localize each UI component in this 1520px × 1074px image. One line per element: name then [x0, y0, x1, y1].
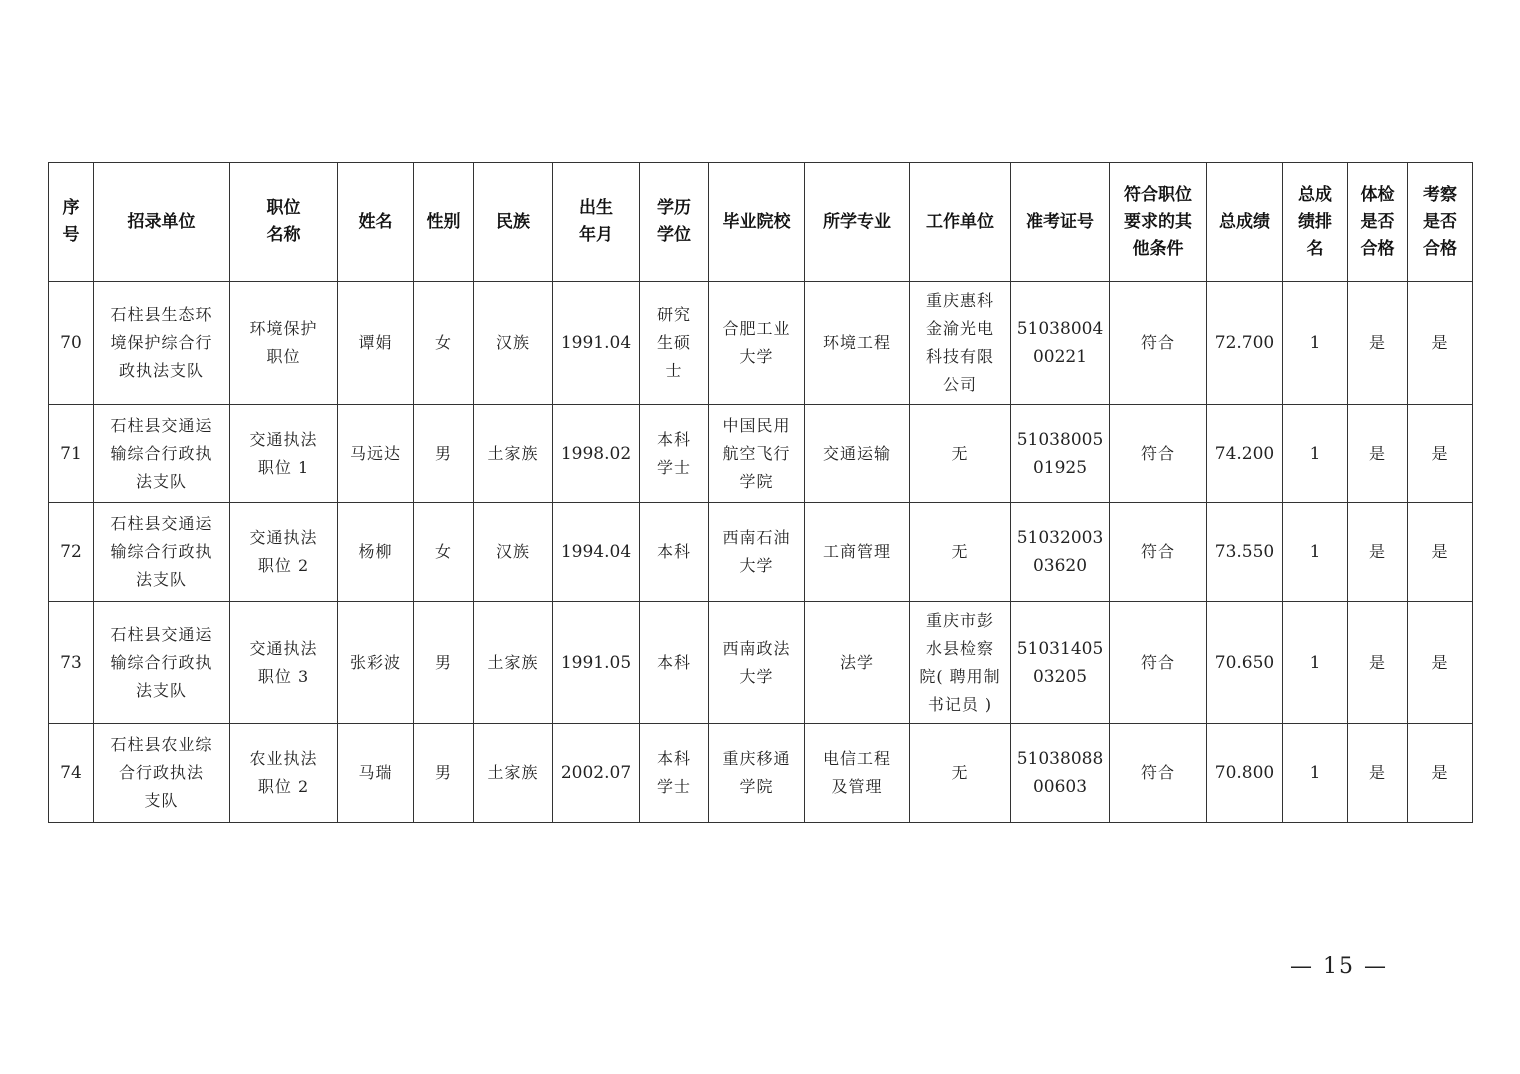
table-cell — [230, 282, 338, 405]
table-cell — [1110, 405, 1207, 503]
cell-text: 是 — [1431, 443, 1449, 463]
table-cell — [910, 405, 1011, 503]
table-cell — [474, 724, 553, 823]
cell-text: 交通执法 职位 3 — [249, 638, 318, 686]
cell-text: 中国民用 航空飞行 学院 — [722, 415, 791, 491]
header-cell: 总成 绩排 名 — [1283, 163, 1348, 282]
cell-text: 无 — [951, 542, 969, 561]
cell-text: 土家族 — [487, 652, 539, 672]
cell-text: 1991.05 — [560, 652, 632, 673]
cell-text: 是 — [1368, 652, 1386, 672]
cell-text: 本科 — [656, 652, 691, 672]
cell-text: 男 — [434, 652, 452, 672]
cell-text: 合肥工业 大学 — [722, 319, 791, 366]
cell-text: 石柱县交通运 输综合行政执 法支队 — [110, 415, 213, 491]
table-cell — [1348, 282, 1408, 405]
table-cell — [49, 602, 94, 724]
table-cell — [1110, 724, 1207, 823]
header-cell: 招录单位 — [94, 163, 230, 282]
cell-text: 51038088 00603 — [1016, 749, 1104, 797]
table-cell — [1207, 724, 1283, 823]
table-cell — [230, 724, 338, 823]
table-cell — [1011, 503, 1110, 602]
cell-text: 是 — [1431, 333, 1449, 352]
cell-text: 男 — [434, 763, 452, 782]
cell-text: 西南石油 大学 — [722, 528, 791, 575]
cell-text: 70.650 — [1214, 652, 1275, 673]
cell-text: 71 — [60, 443, 82, 464]
table-cell — [1348, 405, 1408, 503]
table-cell — [1011, 405, 1110, 503]
table-cell — [94, 282, 230, 405]
table-cell — [414, 405, 474, 503]
header-cell: 工作单位 — [910, 163, 1011, 282]
cell-text: 73 — [60, 652, 82, 673]
table-cell — [1408, 724, 1473, 823]
cell-text: 西南政法 大学 — [722, 638, 791, 686]
table-header-row — [49, 163, 1473, 282]
table-cell — [1110, 503, 1207, 602]
cell-text: 无 — [951, 763, 969, 782]
table-cell — [640, 405, 709, 503]
cell-text: 石柱县交通运 输综合行政执 法支队 — [110, 514, 213, 589]
header-cell: 总成绩 — [1207, 163, 1283, 282]
table-cell — [640, 724, 709, 823]
header-cell: 民族 — [474, 163, 553, 282]
table-row — [49, 405, 1473, 503]
table-cell — [805, 503, 910, 602]
header-cell: 体检 是否 合格 — [1348, 163, 1408, 282]
cell-text: 环境工程 — [822, 333, 891, 352]
cell-text: 是 — [1368, 443, 1386, 463]
header-cell: 姓名 — [338, 163, 414, 282]
cell-text: 马瑞 — [358, 763, 393, 782]
table-cell — [1110, 602, 1207, 724]
cell-text: 交通运输 — [822, 443, 891, 463]
cell-text: 法学 — [839, 652, 874, 672]
cell-text: 51038005 01925 — [1016, 429, 1104, 478]
table-cell — [1207, 503, 1283, 602]
cell-text: 石柱县交通运 输综合行政执 法支队 — [110, 624, 213, 700]
table-cell — [1011, 282, 1110, 405]
header-cell: 毕业院校 — [709, 163, 805, 282]
cell-text: 符合 — [1140, 443, 1175, 463]
table-cell — [1283, 503, 1348, 602]
header-cell: 性别 — [414, 163, 474, 282]
table-cell — [414, 282, 474, 405]
table-cell — [709, 724, 805, 823]
cell-text: 农业执法 职位 2 — [249, 749, 318, 796]
cell-text: 是 — [1431, 652, 1449, 672]
table-cell — [1348, 602, 1408, 724]
cell-text: 是 — [1431, 542, 1449, 561]
cell-text: 汉族 — [495, 333, 530, 352]
cell-text: 工商管理 — [822, 542, 891, 561]
cell-text: 符合 — [1140, 333, 1175, 352]
cell-text: 是 — [1368, 333, 1386, 352]
cell-text: 交通执法 职位 1 — [249, 429, 318, 477]
cell-text: 1994.04 — [560, 542, 632, 562]
table-cell — [1283, 724, 1348, 823]
cell-text: 74 — [60, 763, 82, 783]
cell-text: 1 — [1309, 542, 1321, 562]
cell-text: 研究 生硕 士 — [656, 305, 691, 380]
table-cell — [414, 602, 474, 724]
table-cell — [1207, 282, 1283, 405]
table-cell — [474, 602, 553, 724]
header-cell: 准考证号 — [1011, 163, 1110, 282]
cell-text: 51031405 03205 — [1016, 638, 1104, 687]
cell-text: 杨柳 — [358, 542, 393, 561]
table-cell — [49, 503, 94, 602]
table-cell — [338, 282, 414, 405]
table-row — [49, 282, 1473, 405]
table-cell — [553, 282, 640, 405]
table-cell — [553, 602, 640, 724]
header-cell: 序 号 — [49, 163, 94, 282]
cell-text: 1 — [1309, 333, 1321, 353]
table-cell — [1408, 282, 1473, 405]
table-cell — [94, 405, 230, 503]
cell-text: 重庆移通 学院 — [722, 749, 791, 796]
header-cell: 出生 年月 — [553, 163, 640, 282]
cell-text: 石柱县生态环 境保护综合行 政执法支队 — [110, 305, 213, 380]
table-cell — [474, 405, 553, 503]
table-cell — [640, 282, 709, 405]
table-cell — [1110, 282, 1207, 405]
cell-text: 51038004 00221 — [1016, 319, 1104, 367]
cell-text: 72 — [60, 542, 82, 562]
cell-text: 1998.02 — [560, 443, 632, 464]
table-row — [49, 602, 1473, 724]
cell-text: 环境保护 职位 — [249, 319, 318, 366]
table-cell — [805, 602, 910, 724]
table-cell — [1011, 602, 1110, 724]
cell-text: 交通执法 职位 2 — [249, 528, 318, 575]
table-cell — [1283, 602, 1348, 724]
table-cell — [709, 405, 805, 503]
cell-text: 土家族 — [487, 443, 539, 463]
cell-text: 无 — [951, 443, 969, 463]
table-cell — [1207, 602, 1283, 724]
table-cell — [94, 602, 230, 724]
cell-text: 本科 学士 — [656, 429, 691, 477]
cell-text: 73.550 — [1214, 542, 1275, 562]
cell-text: 72.700 — [1214, 333, 1275, 353]
table-cell — [805, 724, 910, 823]
cell-text: 1 — [1309, 763, 1321, 783]
cell-text: 2002.07 — [560, 763, 632, 783]
page-number: — 15 — — [1290, 954, 1388, 979]
cell-text: 是 — [1368, 542, 1386, 561]
table-cell — [640, 503, 709, 602]
table-cell — [553, 503, 640, 602]
cell-text: 1 — [1309, 443, 1321, 464]
cell-text: 女 — [434, 333, 452, 352]
cell-text: 本科 — [656, 542, 691, 561]
table-cell — [338, 602, 414, 724]
table-cell — [1408, 405, 1473, 503]
table-row — [49, 503, 1473, 602]
table-cell — [1011, 724, 1110, 823]
table-cell — [49, 405, 94, 503]
table-cell — [474, 282, 553, 405]
cell-text: 汉族 — [495, 542, 530, 561]
table-cell — [805, 282, 910, 405]
cell-text: 1991.04 — [560, 333, 632, 353]
header-cell: 考察 是否 合格 — [1408, 163, 1473, 282]
table-cell — [1408, 602, 1473, 724]
table-cell — [553, 405, 640, 503]
table-cell — [640, 602, 709, 724]
table-cell — [1207, 405, 1283, 503]
table-cell — [94, 724, 230, 823]
header-cell: 学历 学位 — [640, 163, 709, 282]
table-cell — [1283, 282, 1348, 405]
table-cell — [1348, 724, 1408, 823]
table-cell — [910, 503, 1011, 602]
cell-text: 是 — [1368, 763, 1386, 782]
table-cell — [709, 602, 805, 724]
table-cell — [553, 724, 640, 823]
cell-text: 重庆惠科 金渝光电 科技有限 公司 — [925, 291, 994, 394]
cell-text: 符合 — [1140, 652, 1175, 672]
table-cell — [338, 724, 414, 823]
table-row — [49, 724, 1473, 823]
cell-text: 女 — [434, 542, 452, 561]
cell-text: 张彩波 — [349, 652, 401, 672]
cell-text: 1 — [1309, 652, 1321, 673]
table-cell — [230, 503, 338, 602]
table-cell — [230, 405, 338, 503]
cell-text: 本科 学士 — [656, 749, 691, 796]
table-cell — [1283, 405, 1348, 503]
table-cell — [910, 282, 1011, 405]
table-cell — [49, 724, 94, 823]
header-cell: 符合职位 要求的其 他条件 — [1110, 163, 1207, 282]
cell-text: 土家族 — [487, 763, 539, 782]
cell-text: 74.200 — [1214, 443, 1275, 464]
table-cell — [910, 602, 1011, 724]
cell-text: 重庆市彭 水县检察 院( 聘用制 书记员 ) — [919, 610, 1001, 714]
cell-text: 谭娟 — [358, 333, 393, 352]
table-cell — [338, 405, 414, 503]
table-cell — [709, 282, 805, 405]
table-cell — [414, 503, 474, 602]
cell-text: 70 — [60, 333, 82, 353]
cell-text: 马远达 — [349, 443, 401, 463]
table-body — [49, 282, 1473, 823]
cell-text: 符合 — [1140, 542, 1175, 561]
table-cell — [94, 503, 230, 602]
cell-text: 是 — [1431, 763, 1449, 782]
cell-text: 石柱县农业综 合行政执法 支队 — [110, 735, 213, 810]
table-cell — [805, 405, 910, 503]
header-cell: 职位 名称 — [230, 163, 338, 282]
table-cell — [1348, 503, 1408, 602]
table-cell — [709, 503, 805, 602]
header-cell: 所学专业 — [805, 163, 910, 282]
table-cell — [338, 503, 414, 602]
cell-text: 51032003 03620 — [1016, 528, 1104, 576]
table-cell — [230, 602, 338, 724]
table-cell — [910, 724, 1011, 823]
table-cell — [49, 282, 94, 405]
table-cell — [474, 503, 553, 602]
cell-text: 电信工程 及管理 — [822, 749, 891, 796]
table-cell — [414, 724, 474, 823]
cell-text: 男 — [434, 443, 452, 463]
cell-text: 70.800 — [1214, 763, 1275, 783]
admission-table — [48, 162, 1473, 823]
table-cell — [1408, 503, 1473, 602]
cell-text: 符合 — [1140, 763, 1175, 782]
